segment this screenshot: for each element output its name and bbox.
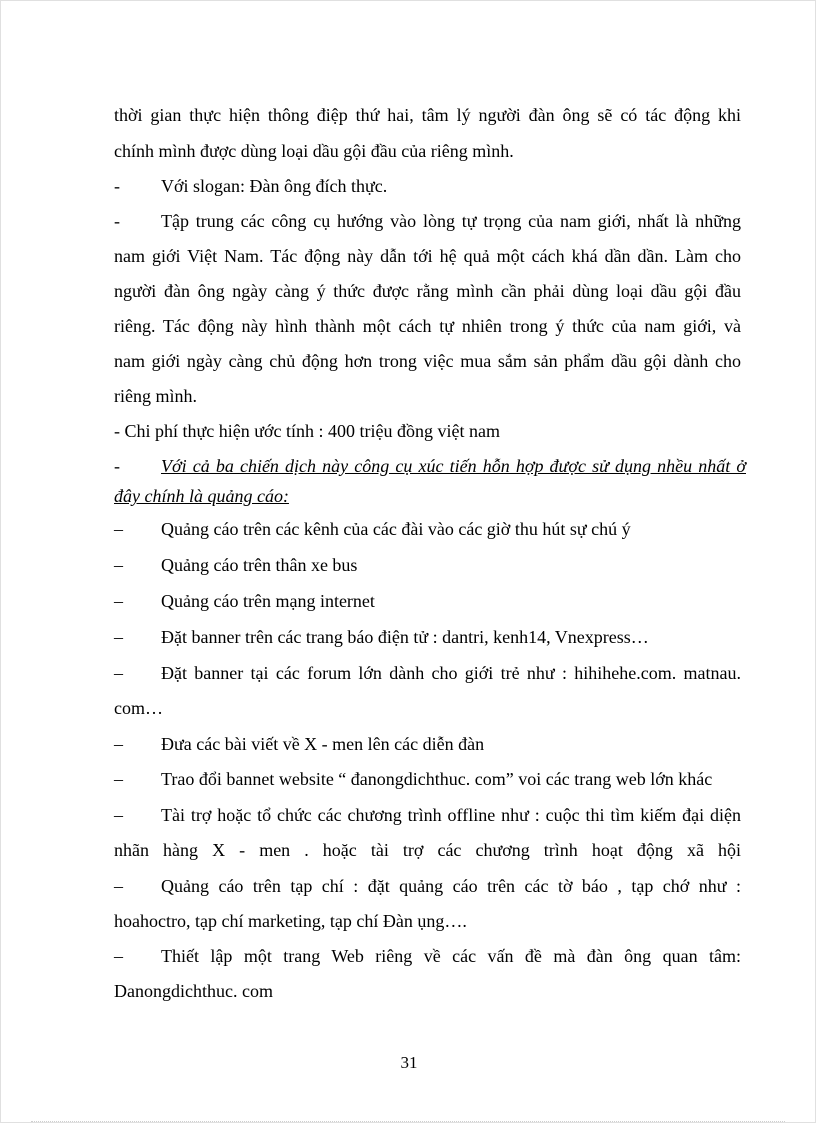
list-item-continued: nhãn hàng X - men . hoặc tài trợ các chương trình hoạt động xã hội xyxy=(114,840,741,860)
bullet-dash: - xyxy=(114,176,120,196)
paragraph-line: chính mình được dùng loại dầu gội đầu của riêng mình. xyxy=(114,141,514,161)
cost-estimate: - Chi phí thực hiện ước tính : 400 triệu đồng việt nam xyxy=(114,421,500,441)
bullet-dash: – xyxy=(114,946,123,966)
bullet-dash: - xyxy=(114,211,120,231)
paragraph-line: nam giới ngày càng chủ động hơn trong việc mua sắm sản phẩm dầu gội dành cho xyxy=(114,351,741,371)
bullet-dash: – xyxy=(114,734,123,754)
bullet-dash: – xyxy=(114,876,123,896)
list-item: Đưa các bài viết về X - men lên các diễn đàn xyxy=(161,734,485,754)
bullet-dash: – xyxy=(114,769,123,789)
list-item: Thiết lập một trang Web riêng về các vấn đề mà đàn ông quan tâm: xyxy=(161,946,741,966)
bullet-dash: – xyxy=(114,805,123,825)
bullet-dash: – xyxy=(114,555,123,575)
bullet-dash: - xyxy=(114,456,120,476)
list-item-continued: com… xyxy=(114,698,163,718)
emphasis-heading: Với cả ba chiến dịch này công cụ xúc tiến hỗn hợp được sử dụng nhều nhất ở xyxy=(161,456,746,476)
page-divider xyxy=(31,1121,785,1122)
page-number: 31 xyxy=(400,1053,418,1072)
paragraph-line: riêng. Tác động này hình thành một cách tự nhiên trong ý thức của nam giới, và xyxy=(114,316,741,336)
list-item: Quảng cáo trên thân xe bus xyxy=(161,555,358,575)
bullet-dash: – xyxy=(114,663,123,683)
list-item: Đặt banner tại các forum lớn dành cho giới trẻ như : hihihehe.com. matnau. xyxy=(161,663,741,683)
list-item-continued: Danongdichthuc. com xyxy=(114,981,273,1001)
emphasis-heading: đây chính là quảng cáo: xyxy=(114,486,289,506)
list-item: Quảng cáo trên tạp chí : đặt quảng cáo trên các tờ báo , tạp chớ như : xyxy=(161,876,741,896)
bullet-dash: – xyxy=(114,519,123,539)
paragraph-line: người đàn ông ngày càng ý thức được rằng mình cần phải dùng loại dầu gội đầu xyxy=(114,281,741,301)
bullet-dash: – xyxy=(114,591,123,611)
paragraph-line: riêng mình. xyxy=(114,386,197,406)
list-item: Quảng cáo trên mạng internet xyxy=(161,591,375,611)
paragraph-line: thời gian thực hiện thông điệp thứ hai, tâm lý người đàn ông sẽ có tác động khi xyxy=(114,105,741,125)
paragraph-line: nam giới Việt Nam. Tác động này dẫn tới hệ quả một cách khá dần dần. Làm cho xyxy=(114,246,741,266)
bullet-dash: – xyxy=(114,627,123,647)
list-item: Quảng cáo trên các kênh của các đài vào các giờ thu hút sự chú ý xyxy=(161,519,631,539)
bullet-text: Tập trung các công cụ hướng vào lòng tự trọng của nam giới, nhất là những xyxy=(161,211,741,231)
list-item: Trao đổi bannet website “ đanongdichthuc. com” voi các trang web lớn khác xyxy=(161,769,713,789)
list-item: Đặt banner trên các trang báo điện tử : dantri, kenh14, Vnexpress… xyxy=(161,627,649,647)
list-item-continued: hoahoctro, tạp chí marketing, tạp chí Đàn ụng…. xyxy=(114,911,467,931)
list-item: Tài trợ hoặc tổ chức các chương trình offline như : cuộc thi tìm kiếm đại diện xyxy=(161,805,741,825)
bullet-text: Với slogan: Đàn ông đích thực. xyxy=(161,176,388,196)
